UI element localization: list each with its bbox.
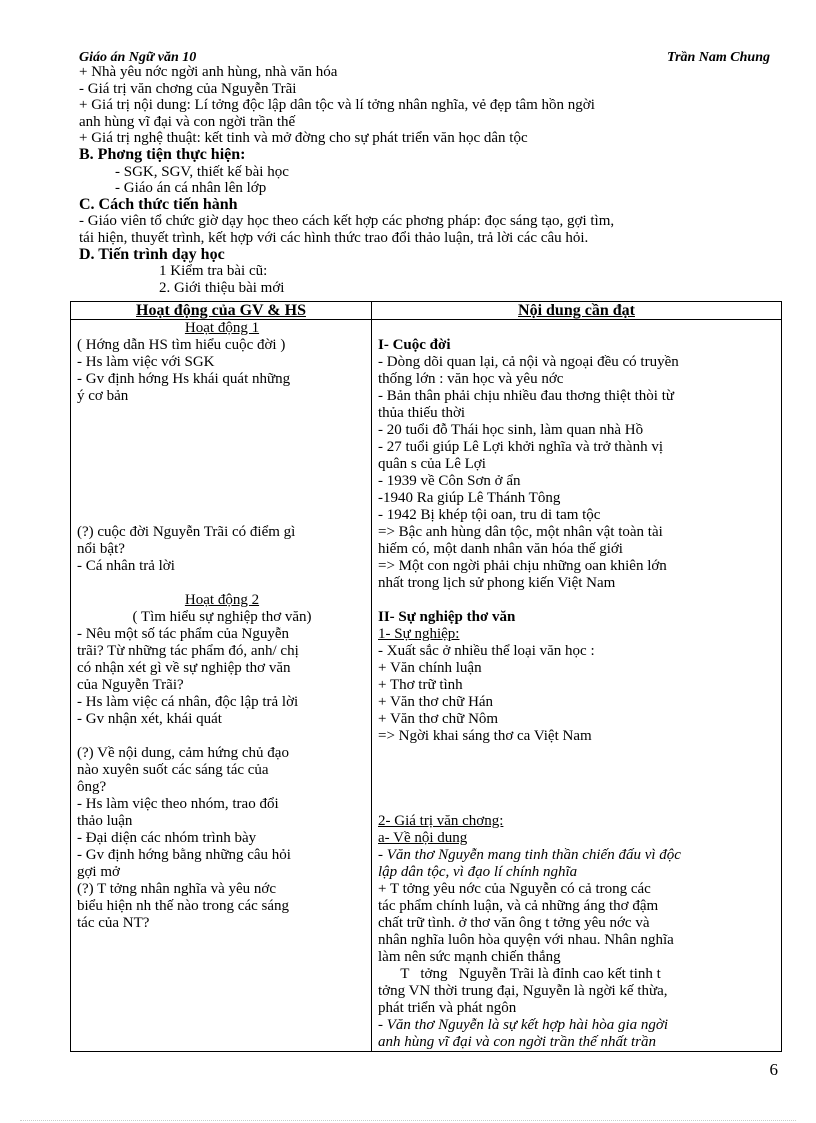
header-content: Nội dung cần đạt [372,302,782,320]
question-line: tác của NT? [77,915,150,931]
content-line: thủa thiếu thời [378,405,466,421]
section-b-title: B. Phơng tiện thực hiện: [79,145,246,163]
activity-line: - Gv nhận xét, khái quát [77,711,222,727]
activity-2-subtitle: ( Tìm hiểu sự nghiệp thơ văn) [132,609,312,625]
activity-2-title: Hoạt động 2 [184,592,260,608]
content-line: -1940 Ra giúp Lê Thánh Tông [378,490,561,506]
activity-1-title: Hoạt động 1 [184,320,260,336]
section-1-title: I- Cuộc đời [378,337,451,353]
section-d-item: 1 Kiểm tra bài cũ: [159,263,268,280]
content-cell [372,320,782,1052]
activity-line: có nhận xét gì về sự nghiệp thơ văn [77,660,291,676]
activity-1-subtitle: ( Hớng dẫn HS tìm hiểu cuộc đời ) [77,337,286,353]
page-number: 6 [769,1060,778,1079]
question-line: ông? [77,779,107,795]
question-line: nổi bật? [77,541,125,557]
content-line: + Thơ trữ tình [378,677,463,693]
content-line: thống lớn : văn học và yêu nớc [378,371,564,387]
section-c-title: C. Cách thức tiến hành [79,195,238,213]
content-line: quân s của Lê Lợi [378,456,486,472]
header-author: Trần Nam Chung [667,50,770,65]
header-activities: Hoạt động của GV & HS [71,302,372,320]
question-line: thảo luận [77,813,133,829]
question-line: biểu hiện nh thế nào trong các sáng [77,898,290,914]
intro-line: + Giá trị nghệ thuật: kết tinh và mở đờng cho sự phát triển văn học dân tộc [79,130,528,147]
content-line: + Văn thơ chữ Hán [378,694,494,710]
content-line: - 1942 Bị khép tội oan, tru di tam tộc [378,507,601,523]
intro-line: - Giá trị văn chơng của Nguyễn Trãi [79,80,297,97]
question-line: - Cá nhân trả lời [77,558,175,574]
content-line: hiếm có, một danh nhân văn hóa thế giới [378,541,623,557]
content-line: => Bậc anh hùng dân tộc, một nhân vật toàn tài [378,524,663,540]
content-line: => Một con ngời phải chịu những oan khiên lớn [378,558,667,574]
activity-line: của Nguyễn Trãi? [77,677,184,693]
section-c-line: - Giáo viên tổ chức giờ dạy học theo cách kết hợp các phơng pháp: đọc sáng tạo, gợi tìm, [79,213,615,230]
question-line: (?) T tởng nhân nghĩa và yêu nớc [77,881,277,897]
content-line: + Văn thơ chữ Nôm [378,711,499,727]
section-d-title: D. Tiến trình dạy học [79,245,225,263]
content-line: - 1939 về Côn Sơn ở ẩn [378,473,521,489]
question-line: - Hs làm việc theo nhóm, trao đổi [77,796,279,812]
activity-line: trãi? Từ những tác phẩm đó, anh/ chị [77,643,299,659]
content-italic-line: - Văn thơ Nguyễn là sự kết hợp hài hòa gia ngời [378,1017,669,1033]
content-line: phát triển và phát ngôn [378,1000,517,1016]
content-line: - Xuất sắc ở nhiều thể loại văn học : [378,643,595,659]
section-b-item: - SGK, SGV, thiết kế bài học [115,163,289,180]
section-2-title: II- Sự nghiệp thơ văn [378,609,516,625]
question-line: - Gv định hớng bằng những câu hỏi [77,847,291,863]
content-line: - 27 tuổi giúp Lê Lợi khởi nghĩa và trở thành vị [378,439,663,455]
content-line: - Bản thân phải chịu nhiều đau thơng thiệt thòi từ [378,388,675,404]
section-b-item: - Giáo án cá nhân lên lớp [115,180,267,197]
section-3-subtitle: a- Về nội dung [378,830,468,846]
section-3-title: 2- Giá trị văn chơng: [378,813,504,829]
content-line: nhất trong lịch sử phong kiến Việt Nam [378,575,616,591]
header-subject: Giáo án Ngữ văn 10 [79,50,197,65]
content-italic-line: - Văn thơ Nguyễn mang tinh thần chiến đấu vì độc [378,847,681,863]
content-line: => Ngời khai sáng thơ ca Việt Nam [378,728,592,744]
page-bottom-divider [20,1120,796,1121]
activities-cell [71,320,372,1052]
content-line: chất trữ tình. ở thơ văn ông t tởng yêu nớc và [378,915,650,931]
question-line: nào xuyên suốt các sáng tác của [77,762,269,778]
question-line: (?) Về nội dung, cảm hứng chủ đạo [77,745,289,761]
content-italic-line: lập dân tộc, vì đạo lí chính nghĩa [378,864,578,880]
question-line: gợi mở [77,864,120,880]
intro-line: + Nhà yêu nớc ngời anh hùng, nhà văn hóa [79,64,338,80]
content-line: làm nên sức mạnh chiến thắng [378,949,561,965]
activity-line: - Nêu một số tác phẩm của Nguyễn [77,626,290,642]
content-line: + Văn chính luận [378,660,482,676]
question-line: (?) cuộc đời Nguyễn Trãi có điểm gì [77,524,296,540]
intro-line: + Giá trị nội dung: Lí tởng độc lập dân tộc và lí tởng nhân nghĩa, vẻ đẹp tâm hồn ngời [79,97,595,114]
content-line: - Dòng dõi quan lại, cả nội và ngoại đều có truyền [378,354,679,370]
activity-line: - Hs làm việc với SGK [77,354,215,370]
activity-line: ý cơ bản [77,388,129,404]
section-2-subtitle: 1- Sự nghiệp: [378,626,460,642]
content-line: nhân nghĩa luôn hòa quyện với nhau. Nhân nghĩa [378,932,674,948]
intro-line: anh hùng vĩ đại và con ngời trần thế [79,113,296,130]
content-line: - 20 tuổi đỗ Thái học sinh, làm quan nhà Hồ [378,422,644,438]
content-line: tởng VN thời trung đại, Nguyễn là ngời kế thừa, [378,983,668,999]
content-italic-line: anh hùng vĩ đại và con ngời trần thế nhất trần [378,1034,656,1050]
question-line: - Đại diện các nhóm trình bày [77,830,257,846]
activity-line: - Gv định hớng Hs khái quát những [77,371,291,387]
intro-section [79,64,779,296]
content-line: tác phẩm chính luận, và cả những áng thơ đậm [378,898,659,914]
content-line: T tởng Nguyễn Trãi là đỉnh cao kết tinh t [378,966,661,982]
activity-line: - Hs làm việc cá nhân, độc lập trả lời [77,694,299,710]
section-d-item: 2. Giới thiệu bài mới [159,279,285,296]
content-line: + T tởng yêu nớc của Nguyễn có cả trong các [378,881,651,897]
section-c-line: tái hiện, thuyết trình, kết hợp với các hình thức trao đổi thảo luận, trả lời các câu hỏi. [79,229,589,246]
lesson-table [70,301,782,1052]
